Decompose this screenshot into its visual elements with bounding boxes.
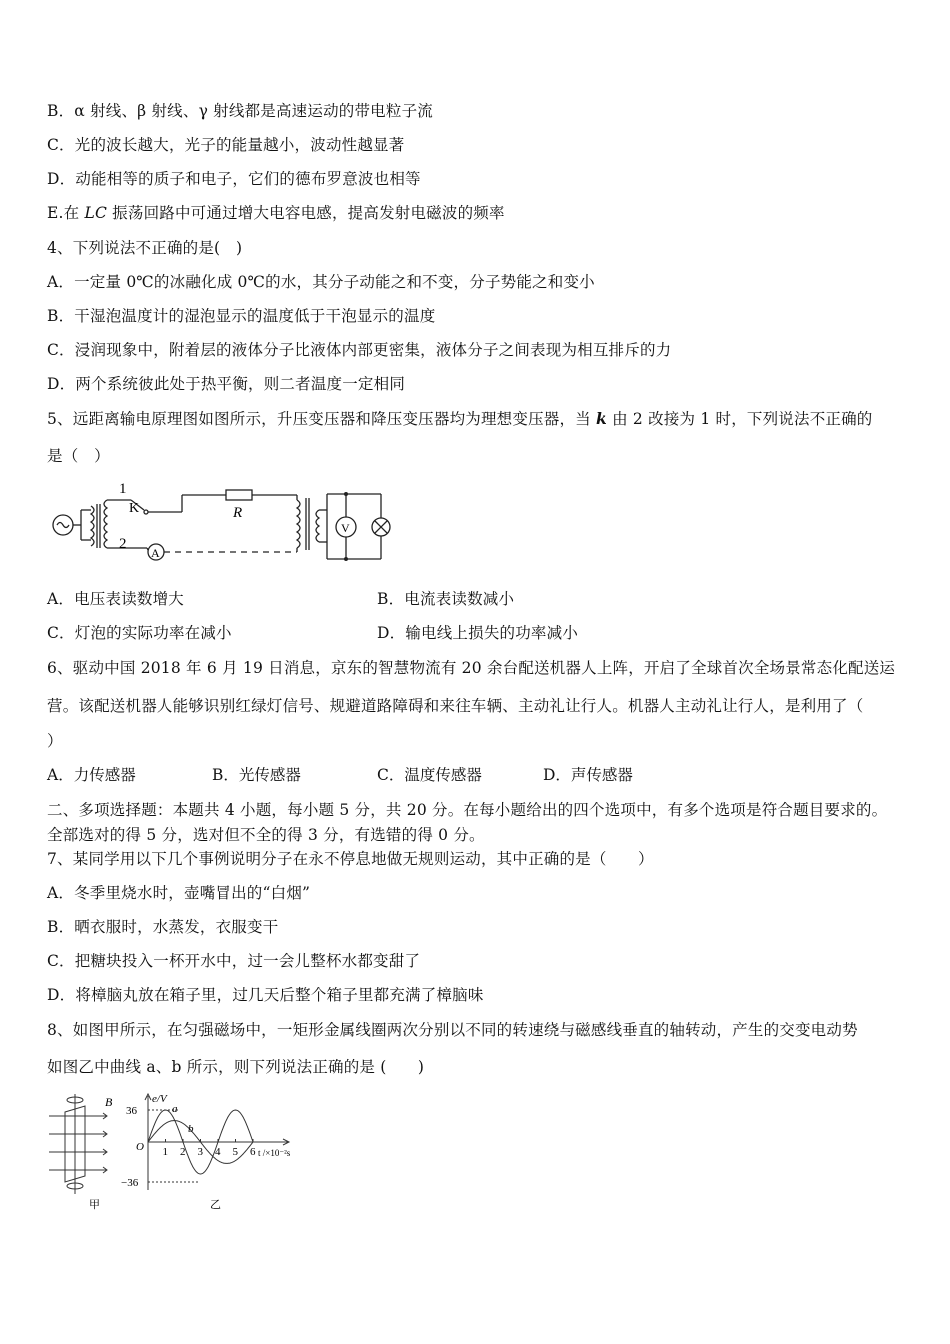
q4-option-a: A．一定量 0℃的冰融化成 0℃的水，其分子动能之和不变，分子势能之和变小 [47,273,595,291]
q6-stem-2: 营。该配送机器人能够识别红绿灯信号、规避道路障碍和来往车辆、主动礼让行人。机器人主动礼让行人，是利用了（ [47,697,864,715]
q6-option-c: C．温度传感器 [377,766,482,784]
q5-option-b: B．电流表读数减小 [377,590,515,608]
resistor-icon [226,490,252,500]
y-top-label: 36 [126,1105,137,1117]
q8-coil-figure [47,1090,127,1214]
label-jia: 甲 [89,1199,100,1211]
label-b-field: B [105,1095,113,1109]
q5-stem-cont: 是（ ） [47,447,110,465]
q4-stem: 4、下列说法不正确的是( ) [47,239,243,257]
q7-option-d: D．将樟脑丸放在箱子里，过几天后整个箱子里都充满了樟脑味 [47,986,484,1004]
curve-a-label: a [172,1103,178,1115]
origin-label: O [136,1141,144,1153]
q7-stem: 7、某同学用以下几个事例说明分子在永不停息地做无规则运动，其中正确的是（ ） [47,850,654,868]
label-k: K [129,501,140,516]
q8-stem-1: 8、如图甲所示，在匀强磁场中，一矩形金属线圈两次分别以不同的转速绕与磁感线垂直的轴转动，产生的交变电动势 [47,1021,858,1039]
q4-option-b: B．干湿泡温度计的湿泡显示的温度低于干泡显示的温度 [47,307,436,325]
q4-option-d: D．两个系统彼此处于热平衡，则二者温度一定相同 [47,375,406,393]
q3-option-e: E.在 LC 振荡回路中可通过增大电容电感，提高发射电磁波的频率 [47,204,505,222]
section2-heading-cont: 全部选对的得 5 分，选对但不全的得 3 分，有选错的得 0 分。 [47,826,485,844]
y-bottom-label: −36 [121,1177,139,1189]
q8-stem-2: 如图乙中曲线 a、b 所示，则下列说法正确的是 ( ) [47,1058,425,1076]
q3-option-d: D．动能相等的质子和电子，它们的德布罗意波也相等 [47,170,421,188]
x-tick-label: 6 [250,1146,256,1158]
x-tick-label: 2 [180,1146,186,1158]
label-1: 1 [119,481,127,497]
q6-option-d: D．声传感器 [543,766,633,784]
q5-option-d: D．输电线上损失的功率减小 [377,624,579,642]
label-r: R [233,505,243,521]
x-axis-label: t /×10⁻²s [258,1148,291,1158]
q4-option-c: C．浸润现象中，附着层的液体分子比液体内部更密集，液体分子之间表现为相互排斥的力 [47,341,672,359]
q6-option-a: A．力传感器 [47,766,136,784]
q3-option-c: C．光的波长越大，光子的能量越小，波动性越显著 [47,136,405,154]
q5-option-a: A．电压表读数增大 [47,590,184,608]
q5-stem: 5、远距离输电原理图如图所示，升压变压器和降压变压器均为理想变压器，当 k 由 2 改接为 1 时，下列说法不正确的 [47,409,873,428]
label-v: V [341,521,350,535]
q6-stem-1: 6、驱动中国 2018 年 6 月 19 日消息，京东的智慧物流有 20 余台配送机器人上阵，开启了全球首次全场景常态化配送运 [47,659,896,677]
x-tick-label: 3 [197,1146,203,1158]
q7-option-b: B．晒衣服时，水蒸发，衣服变干 [47,918,279,936]
y-axis-label: e/V [152,1093,167,1105]
q7-option-c: C．把糖块投入一杯开水中，过一会儿整杯水都变甜了 [47,952,421,970]
section2-heading: 二、多项选择题：本题共 4 小题，每小题 5 分，共 20 分。在每小题给出的四个选项中，有多个选项是符合题目要求的。 [47,801,888,819]
x-tick-label: 1 [162,1146,168,1158]
q8-emf-chart [120,1090,310,1214]
q6-stem-3: ） [47,732,63,750]
q5-circuit-diagram [47,480,392,570]
x-tick-label: 4 [215,1146,221,1158]
curve-b-label: b [188,1123,194,1135]
q5-option-c: C．灯泡的实际功率在减小 [47,624,232,642]
label-2: 2 [119,536,127,552]
q6-option-b: B．光传感器 [212,766,301,784]
q3-option-b: B．α 射线、β 射线、γ 射线都是高速运动的带电粒子流 [47,102,433,120]
q7-option-a: A．冬季里烧水时，壶嘴冒出的“白烟” [47,884,311,902]
label-yi: 乙 [210,1199,221,1211]
label-a: A [151,546,160,560]
x-tick-label: 5 [232,1146,238,1158]
